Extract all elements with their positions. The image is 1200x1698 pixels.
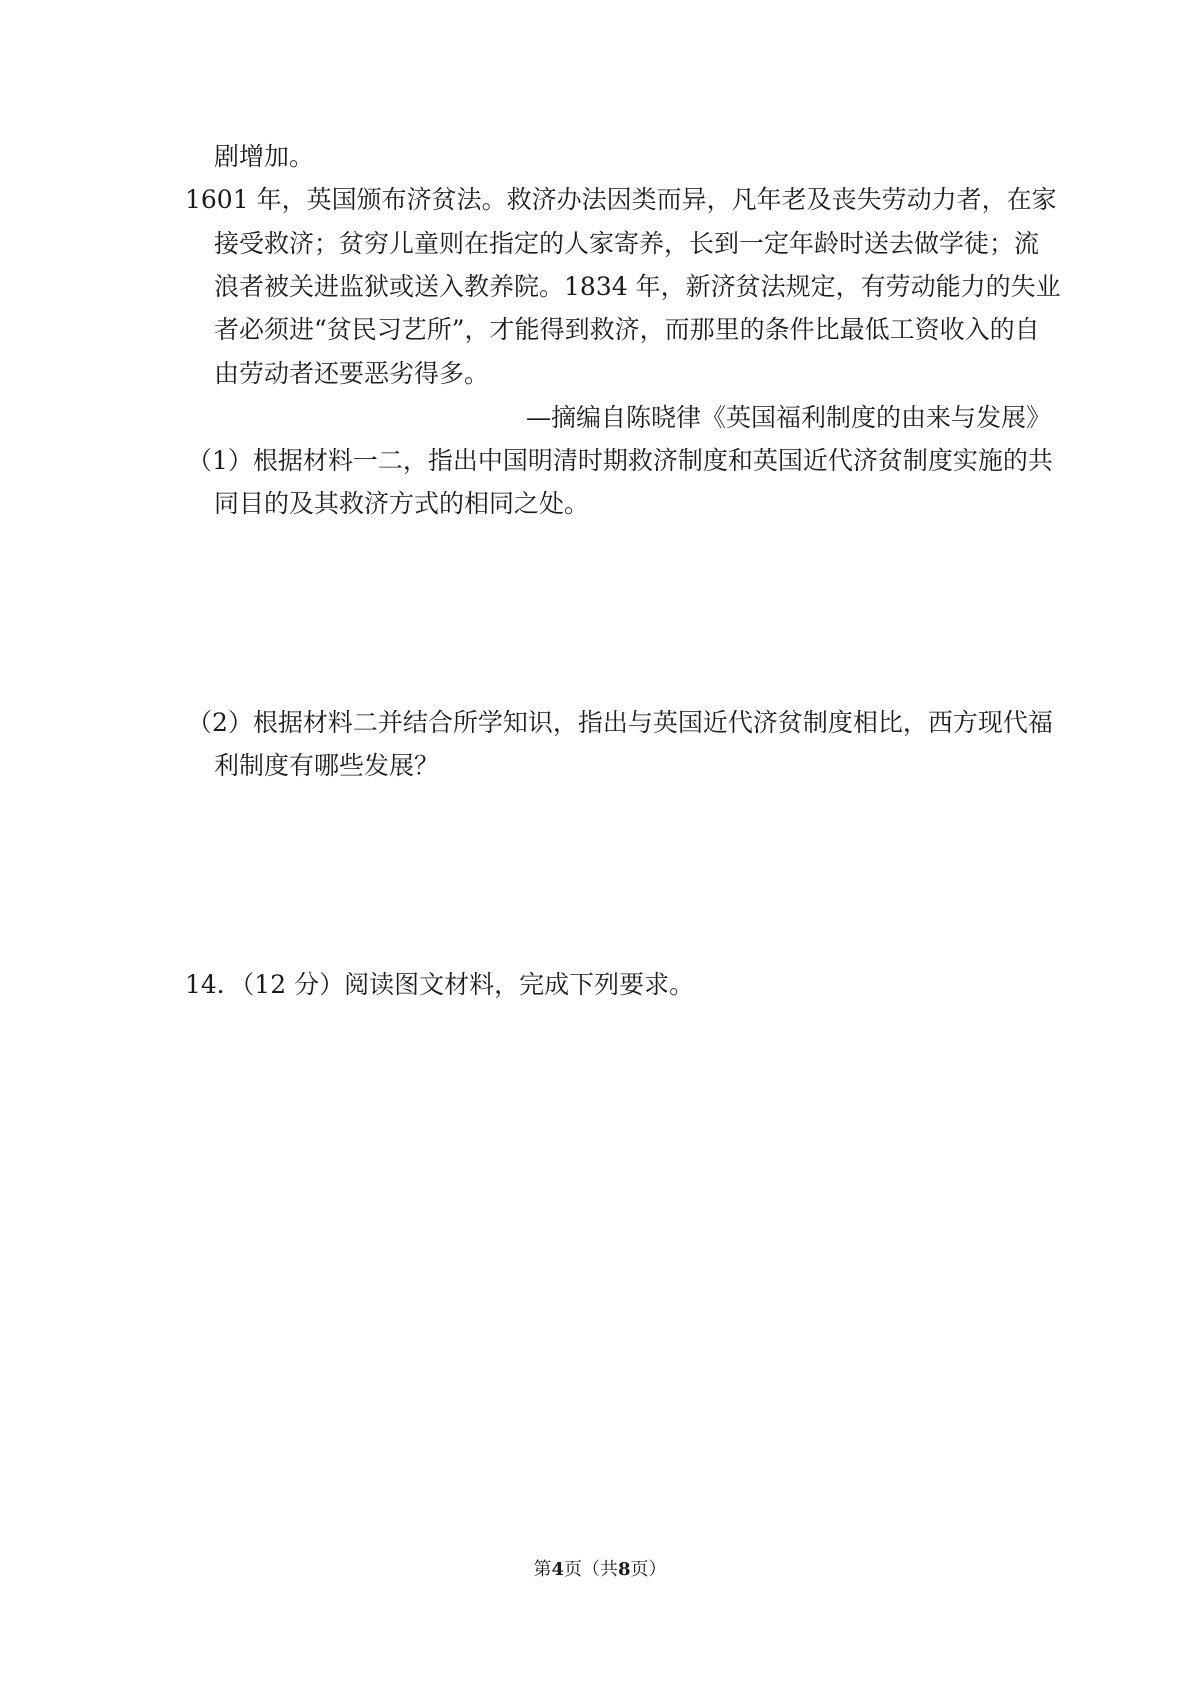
question-14: 14．（12 分）阅读图文材料，完成下列要求。 [185,970,695,999]
paragraph-1601-line-1: 1601 年，英国颁布济贫法。救济办法因类而异，凡年老及丧失劳动力者，在家 [185,185,1057,214]
question-2-line-1: （2）根据材料二并结合所学知识，指出与英国近代济贫制度相比，西方现代福 [187,708,1053,737]
paragraph-1601-line-2: 接受救济；贫穷儿童则在指定的人家寄养，长到一定年龄时送去做学徒；流 [214,229,1040,258]
question-2-line-2: 利制度有哪些发展？ [214,751,440,780]
continuation-line: 剧增加。 [214,142,315,171]
source-citation: —摘编自陈晓律《英国福利制度的由来与发展》 [526,403,1052,432]
paragraph-1601-line-3: 浪者被关进监狱或送入教养院。1834 年，新济贫法规定，有劳动能力的失业 [214,272,1061,301]
question-1-line-1: （1）根据材料一二，指出中国明清时期救济制度和英国近代济贫制度实施的共 [187,446,1053,475]
paragraph-1601-line-5: 由劳动者还要恶劣得多。 [214,359,490,388]
page-footer: 第4页（共8页） [533,1559,667,1580]
page-number: 4 [551,1559,564,1580]
question-1-line-2: 同目的及其救济方式的相同之处。 [214,489,590,518]
page-total: 8 [618,1559,631,1580]
paragraph-1601-line-4: 者必须进“贫民习艺所”，才能得到救济，而那里的条件比最低工资收入的自 [214,315,1040,344]
